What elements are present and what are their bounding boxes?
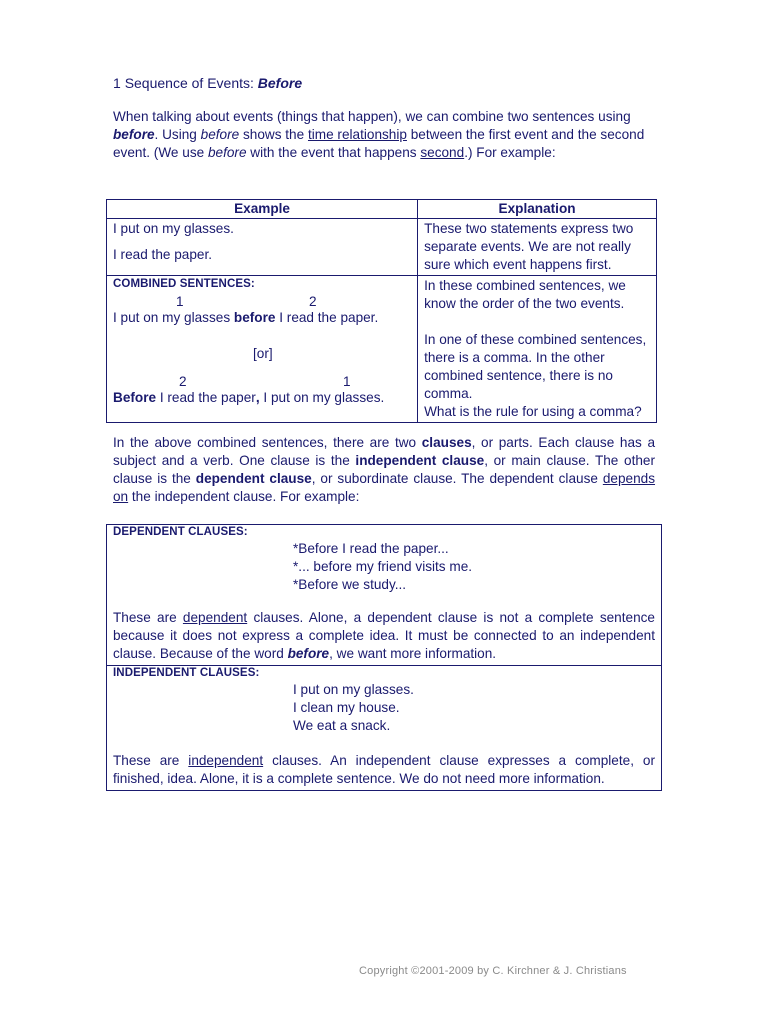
table-row [107, 219, 657, 276]
order-numbers: 1 2 [176, 294, 317, 309]
independent-explanation: These are independent clauses. An independent clause expresses a complete, or finished, idea. Alone, it is a complete sentence. We do not need more information. [113, 753, 655, 786]
column-header-example: Example [107, 200, 418, 219]
combined-sentence-1: I put on my glasses before I read the paper. [113, 310, 379, 325]
title-text: Sequence of Events: [124, 75, 254, 91]
title-emphasis: Before [257, 75, 303, 91]
or-label: [or] [253, 346, 273, 361]
dependent-heading: DEPENDENT CLAUSES: [113, 526, 248, 538]
explanation-cell: In these combined sentences, we know the order of the two events. In one of these combined sentences, there is a comma. In the other combined sentence, there is no comma. What is the rule for using a comma? [418, 276, 657, 423]
explanation-cell: These two statements express two separate events. We are not really sure which event happens first. [418, 219, 657, 276]
dependent-examples: *Before I read the paper... *... before my friend visits me. *Before we study... [293, 541, 473, 592]
page-title [113, 74, 658, 92]
copyright-footer: Copyright ©2001-2009 by C. Kirchner & J. Christians [359, 965, 627, 977]
combined-heading: COMBINED SENTENCES: [113, 278, 255, 290]
section-number: 1 [113, 75, 121, 91]
example-cell: I put on my glasses. I read the paper. [107, 219, 418, 276]
intro-paragraph: When talking about events (things that happen), we can combine two sentences using before. Using before shows the time relationship between the first event and the second event. (We use before with the event that happens second.) For example: [113, 109, 645, 160]
independent-examples: I put on my glasses. I clean my house. We eat a snack. [293, 682, 414, 733]
example-table [106, 199, 657, 423]
order-numbers: 2 1 [179, 374, 351, 389]
combined-sentence-2: Before I read the paper, I put on my glasses. [113, 390, 385, 405]
column-header-explanation: Explanation [418, 200, 657, 219]
clauses-paragraph: In the above combined sentences, there are two clauses, or parts. Each clause has a subject and a verb. One clause is the independent clause, or main clause. The other clause is the dependent clause, or subordinate clause. The dependent clause depends on the independent clause. For example: [113, 435, 656, 504]
clauses-table [106, 524, 662, 791]
table-row [107, 276, 657, 423]
dependent-cell [107, 525, 662, 666]
page [113, 74, 658, 175]
example-cell [107, 276, 418, 423]
independent-heading: INDEPENDENT CLAUSES: [113, 667, 260, 679]
table-row [107, 525, 662, 666]
table-row [107, 666, 662, 791]
dependent-explanation: These are dependent clauses. Alone, a dependent clause is not a complete sentence because it does not express a complete idea. It must be connected to an independent clause. Because of the word before, we want more information. [113, 610, 655, 661]
independent-cell [107, 666, 662, 791]
